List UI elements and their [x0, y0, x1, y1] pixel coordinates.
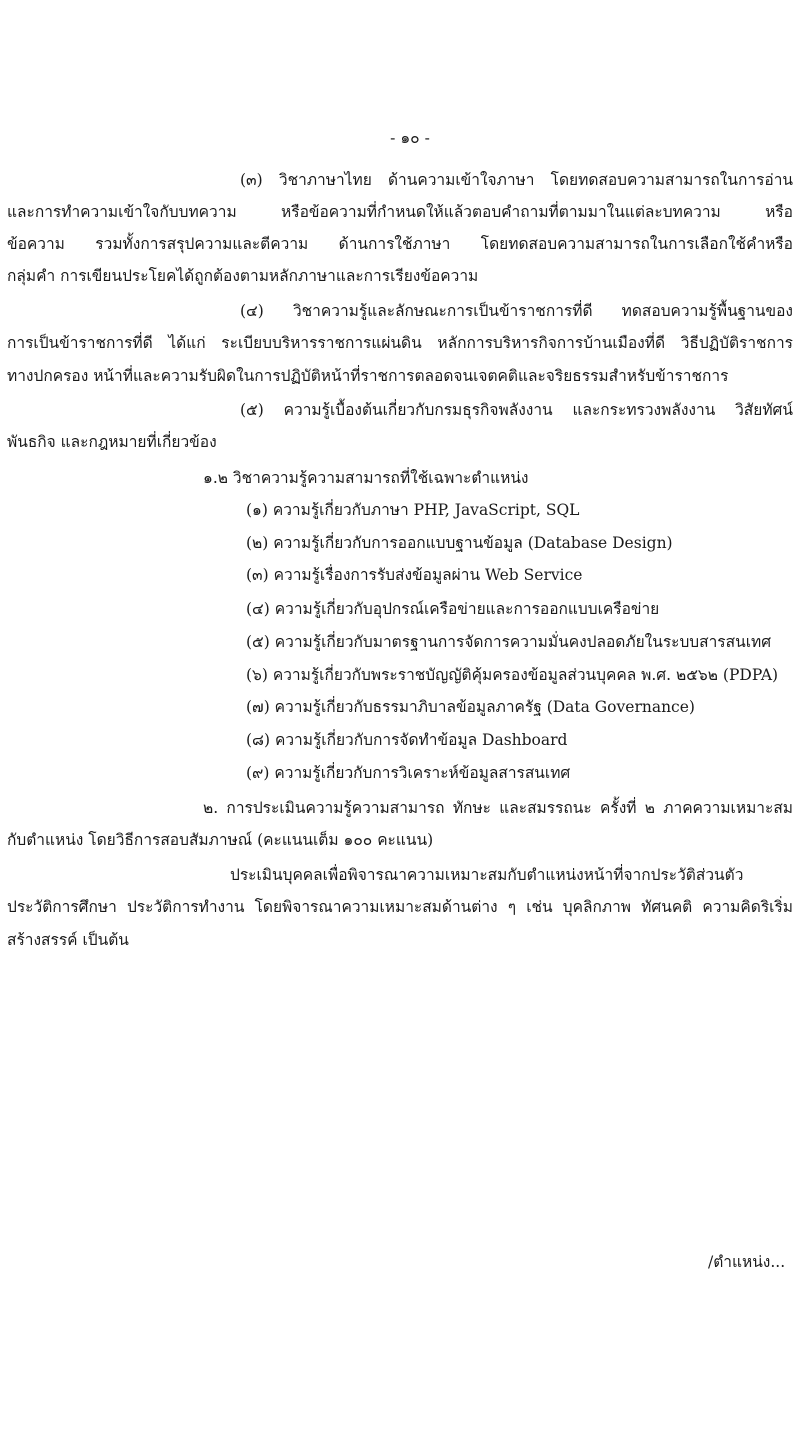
item-4-line-1: (๔) วิชาความรู้และลักษณะการเป็นข้าราชการที่ดี ทดสอบความรู้พื้นฐานของ	[240, 302, 793, 320]
continuation-marker: /ตำแหน่ง...	[708, 1253, 786, 1271]
list-item: (๙) ความรู้เกี่ยวกับการวิเคราะห์ข้อมูลสารสนเทศ	[246, 764, 571, 782]
item-3-line-1: (๓) วิชาภาษาไทย ด้านความเข้าใจภาษา โดยทดสอบความสามารถในการอ่าน	[240, 171, 793, 189]
section-2-para-line-1: ประเมินบุคคลเพื่อพิจารณาความเหมาะสมกับตำแหน่งหน้าที่จากประวัติส่วนตัว	[230, 866, 744, 884]
page-number: - ๑๐ -	[390, 129, 430, 147]
item-3-line-3: ข้อความ รวมทั้งการสรุปความและตีความ ด้านการใช้ภาษา โดยทดสอบความสามารถในการเลือกใช้คำหรือ	[7, 235, 793, 253]
section-2-line-2: กับตำแหน่ง โดยวิธีการสอบสัมภาษณ์ (คะแนนเต็ม ๑๐๐ คะแนน)	[7, 831, 434, 849]
item-5-line-1: (๕) ความรู้เบื้องต้นเกี่ยวกับกรมธุรกิจพลังงาน และกระทรวงพลังงาน วิสัยทัศน์	[240, 401, 793, 419]
item-3-line-2: และการทำความเข้าใจกับบทความ หรือข้อความที่กำหนดให้แล้วตอบคำถามที่ตามมาในแต่ละบทความ หรือ	[7, 203, 793, 221]
item-3-line-4: กลุ่มคำ การเขียนประโยคได้ถูกต้องตามหลักภาษาและการเรียงข้อความ	[7, 267, 479, 285]
section-2-para-line-2: ประวัติการศึกษา ประวัติการทำงาน โดยพิจารณาความเหมาะสมด้านต่าง ๆ เช่น บุคลิกภาพ ทัศนคติ ความคิดริเริ่ม	[7, 898, 793, 916]
item-5-line-2: พันธกิจ และกฎหมายที่เกี่ยวข้อง	[7, 433, 217, 451]
list-item: (๓) ความรู้เรื่องการรับส่งข้อมูลผ่าน Web Service	[246, 566, 583, 584]
list-item: (๖) ความรู้เกี่ยวกับพระราชบัญญัติคุ้มครองข้อมูลส่วนบุคคล พ.ศ. ๒๕๖๒ (PDPA)	[246, 666, 779, 684]
section-2-line-1: ๒. การประเมินความรู้ความสามารถ ทักษะ และสมรรถนะ ครั้งที่ ๒ ภาคความเหมาะสม	[203, 799, 793, 817]
item-4-line-2: การเป็นข้าราชการที่ดี ได้แก่ ระเบียบบริหารราชการแผ่นดิน หลักการบริหารกิจการบ้านเมืองที่ดี วิธีปฏิบัติราชการ	[7, 334, 793, 352]
list-item: (๔) ความรู้เกี่ยวกับอุปกรณ์เครือข่ายและการออกแบบเครือข่าย	[246, 600, 660, 618]
section-2-para-line-3: สร้างสรรค์ เป็นต้น	[7, 931, 129, 949]
section-1-2-heading: ๑.๒ วิชาความรู้ความสามารถที่ใช้เฉพาะตำแหน่ง	[203, 469, 529, 487]
item-4-line-3: ทางปกครอง หน้าที่และความรับผิดในการปฏิบัติหน้าที่ราชการตลอดจนเจตคติและจริยธรรมสำหรับข้าราชการ	[7, 367, 729, 385]
list-item: (๘) ความรู้เกี่ยวกับการจัดทำข้อมูล Dashboard	[246, 731, 568, 749]
list-item: (๑) ความรู้เกี่ยวกับภาษา PHP, JavaScript, SQL	[246, 501, 580, 519]
list-item: (๒) ความรู้เกี่ยวกับการออกแบบฐานข้อมูล (Database Design)	[246, 534, 673, 552]
list-item: (๗) ความรู้เกี่ยวกับธรรมาภิบาลข้อมูลภาครัฐ (Data Governance)	[246, 698, 695, 716]
list-item: (๕) ความรู้เกี่ยวกับมาตรฐานการจัดการความมั่นคงปลอดภัยในระบบสารสนเทศ	[246, 633, 772, 651]
